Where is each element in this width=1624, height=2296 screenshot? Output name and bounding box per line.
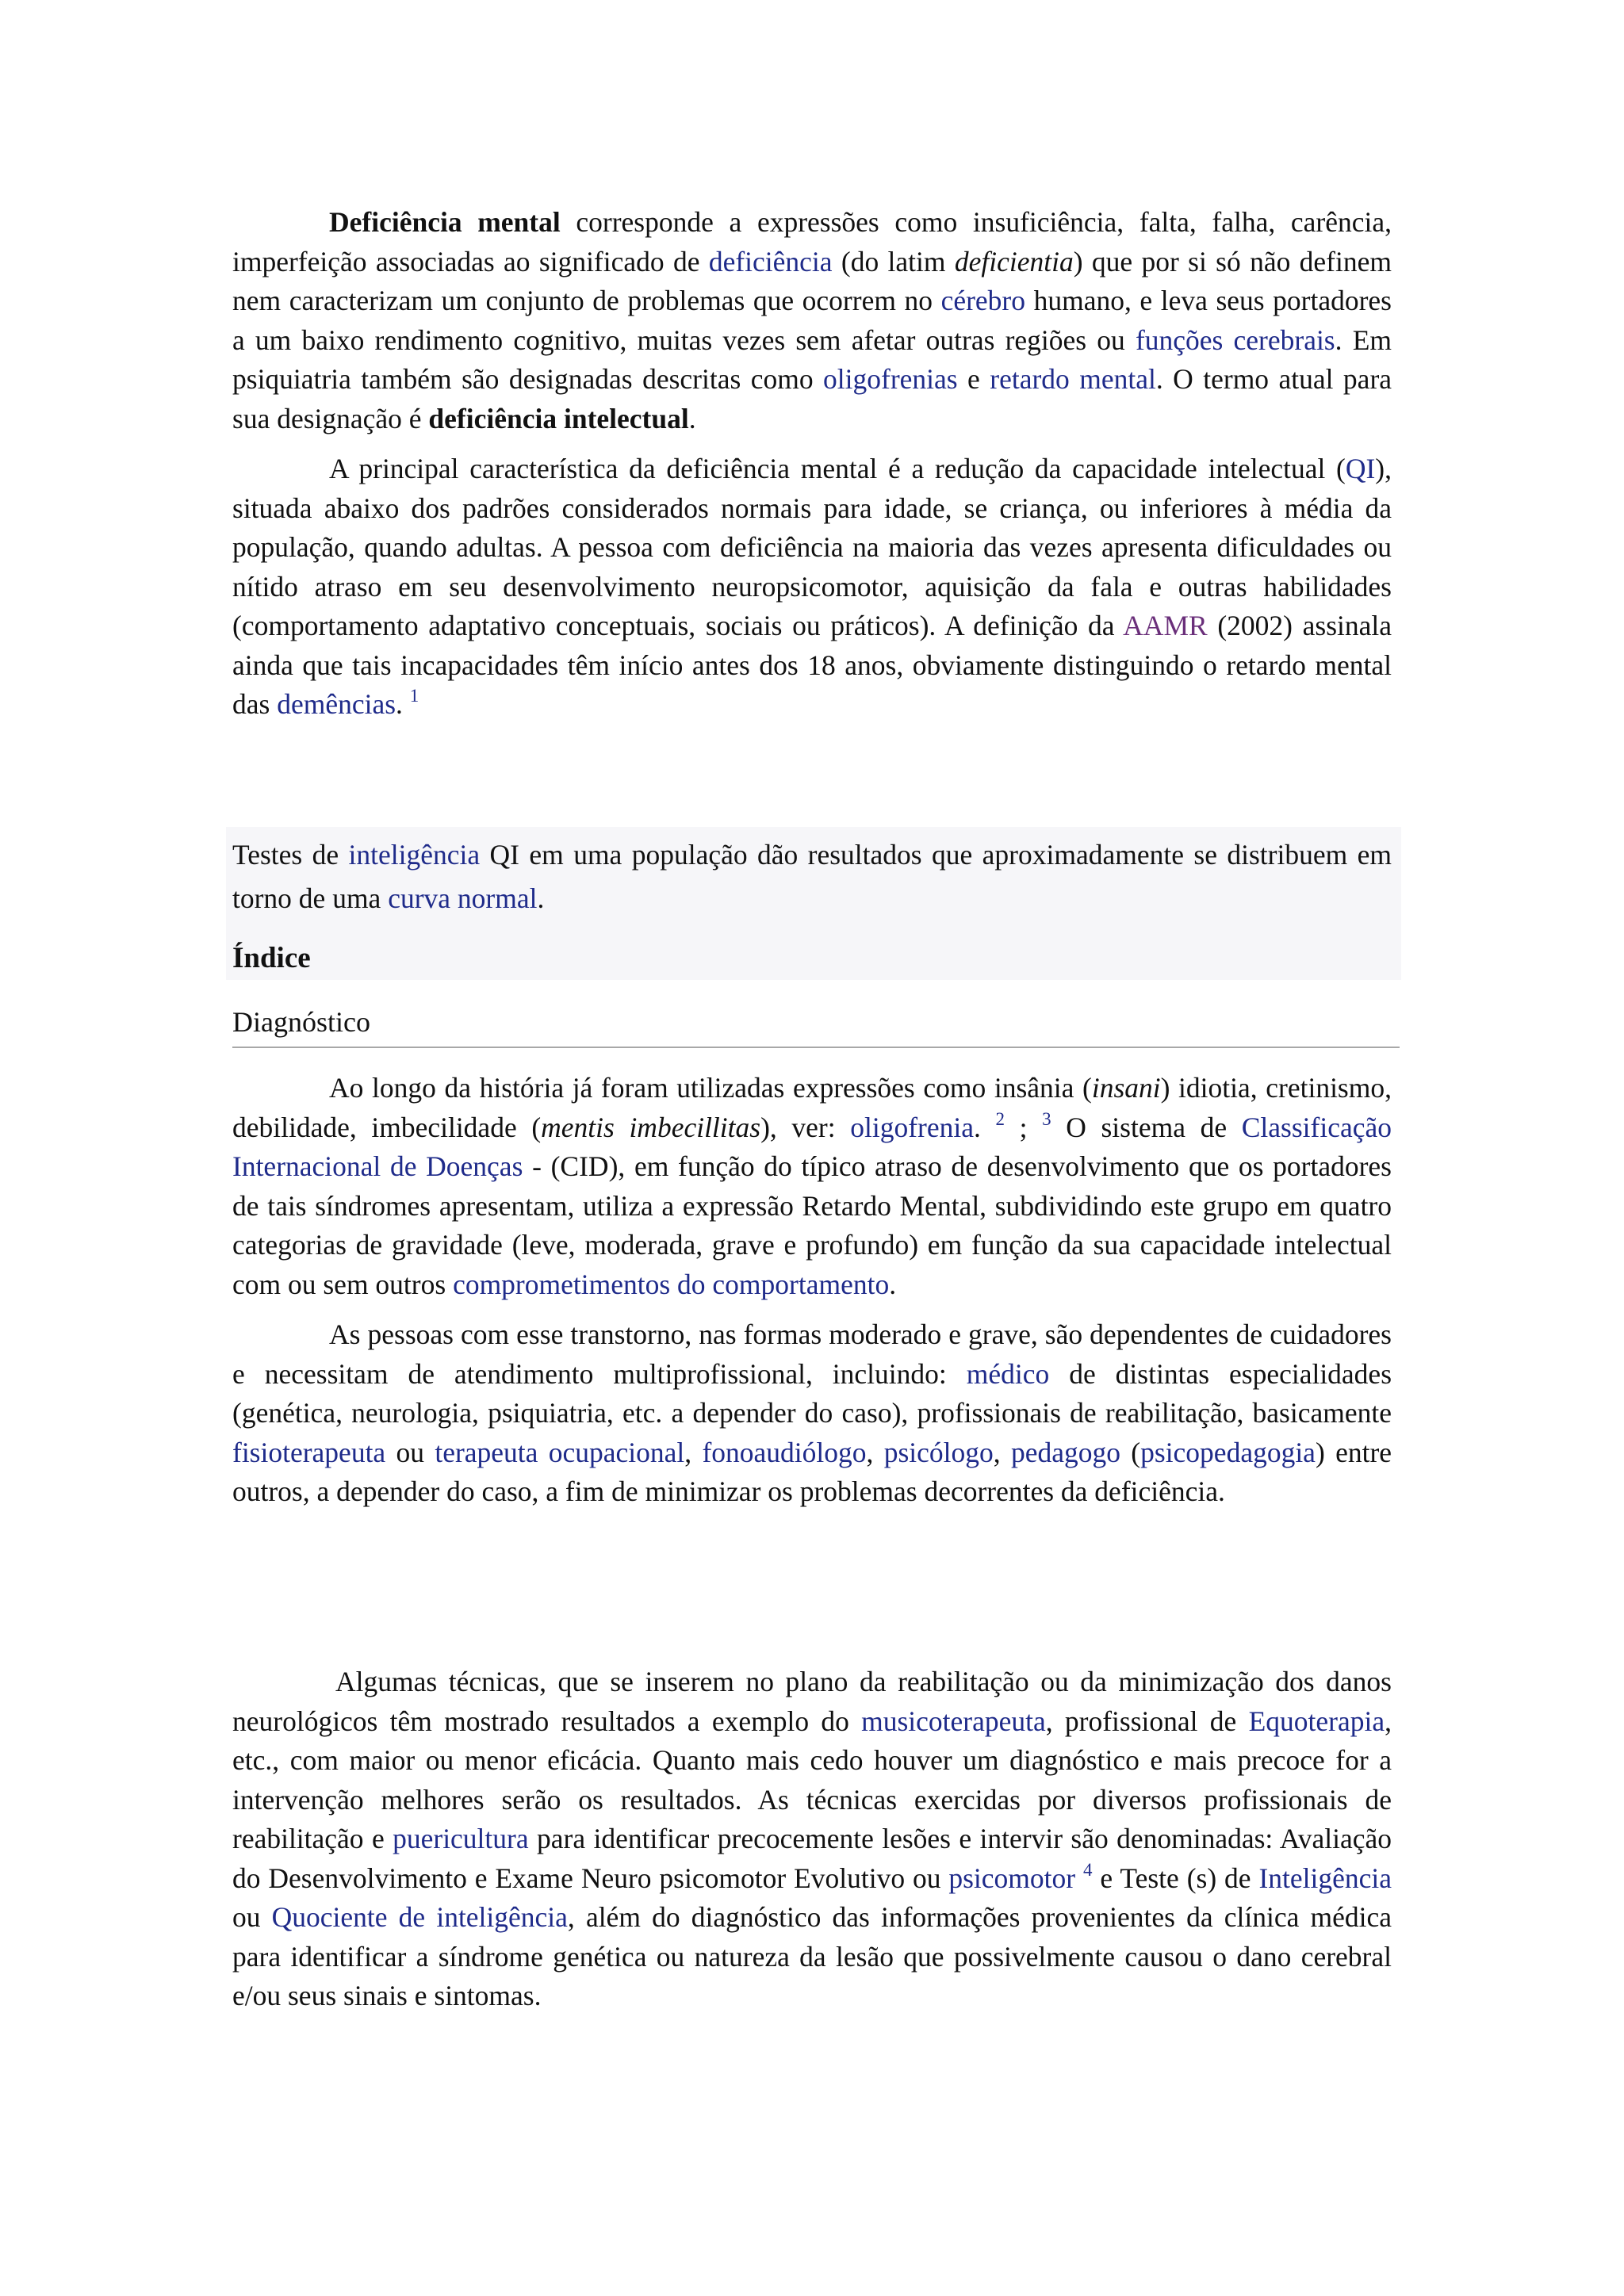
link-psicomotor[interactable]: psicomotor <box>948 1862 1076 1894</box>
footnote-ref-4[interactable]: 4 <box>1083 1859 1093 1880</box>
link-fonoaudiologo[interactable]: fonoaudiólogo <box>702 1436 867 1468</box>
link-musicoterapeuta[interactable]: musicoterapeuta <box>861 1705 1046 1737</box>
toc-title: Índice <box>232 942 311 974</box>
paragraph-techniques: Algumas técnicas, que se inserem no plano da reabilitação ou da minimização dos danos neurológicos têm mostrado resultados a exemplo do musicoterapeuta, profissional de Equoterapia, etc., com maior ou menor eficácia. Quanto mais cedo houver um diagnóstico e mais precoce for a intervenção melhores serão os resultados. As técnicas exercidas por diversos profissionais de reabilitação e puericultura para identificar precocemente lesões e intervir são denominadas: Avaliação do Desenvolvimento e Exame Neuro psicomotor Evolutivo ou psicomotor $^4$ e Teste (s) de Inteligência ou Quociente de inteligência, além do diagnóstico das informações provenientes da clínica médica para identificar a síndrome genética ou natureza da lesão que possivelmente causou o dano cerebral e/ou seus sinais e sintomas. <box>232 1666 1392 2011</box>
link-psicopedagogia[interactable]: psicopedagogia <box>1140 1436 1316 1468</box>
term-deficiencia-intelectual: deficiência intelectual <box>428 402 689 434</box>
paragraph-definition: Deficiência mental corresponde a expressões como insuficiência, falta, falha, carência, imperfeição associadas ao significado de deficiência (do latim deficientia) que por si só não definem nem caracterizam um conjunto de problemas que ocorrem no cérebro humano, e leva seus portadores a um baixo rendimento cognitivo, muitas vezes sem afetar outras regiões ou funções cerebrais. Em psiquiatria também são designadas descritas como oligofrenias e retardo mental. O termo atual para sua designação é deficiência intelectual. <box>232 206 1392 434</box>
link-oligofrenias[interactable]: oligofrenias <box>823 363 958 395</box>
link-cid[interactable]: Classificação Internacional de Doenças <box>232 1111 1392 1182</box>
link-cerebro[interactable]: cérebro <box>940 285 1026 316</box>
term-deficiencia-mental: Deficiência mental <box>329 206 561 238</box>
link-psicologo[interactable]: psicólogo <box>883 1436 994 1468</box>
link-inteligencia-2[interactable]: Inteligência <box>1258 1862 1392 1894</box>
link-deficiencia[interactable]: deficiência <box>708 245 833 277</box>
link-equoterapia[interactable]: Equoterapia <box>1248 1705 1385 1737</box>
link-aamr[interactable]: AAMR <box>1123 610 1208 641</box>
link-demencias[interactable]: demências <box>277 688 396 720</box>
link-retardo-mental[interactable]: retardo mental <box>990 363 1156 395</box>
link-qi[interactable]: QI <box>1345 453 1376 484</box>
link-curva-normal[interactable]: curva normal <box>388 882 538 914</box>
toc-item-diagnostico[interactable]: Diagnóstico <box>232 1002 1400 1048</box>
footnote-ref-2[interactable]: 2 <box>995 1108 1005 1129</box>
paragraph-history: Ao longo da história já foram utilizadas expressões como insânia (insani) idiotia, cretinismo, debilidade, imbecilidade (mentis imbecillitas), ver: oligofrenia. $^2$ ; $^3$ O sistema de Classificação Internacional de Doenças - (CID), em função do típico atraso de desenvolvimento que os portadores de tais síndromes apresentam, utiliza a expressão Retardo Mental, subdividindo este grupo em quatro categorias de gravidade (leve, moderada, grave e profundo) em função da sua capacidade intelectual com ou sem outros comprometimentos do comportamento. <box>232 1072 1392 1300</box>
link-fisioterapeuta[interactable]: fisioterapeuta <box>232 1436 386 1468</box>
link-terapeuta-ocupacional[interactable]: terapeuta ocupacional <box>435 1436 685 1468</box>
footnote-ref-1[interactable]: 1 <box>409 686 419 706</box>
footnote-ref-3[interactable]: 3 <box>1042 1108 1051 1129</box>
paragraph-characteristics: A principal característica da deficiência mental é a redução da capacidade intelectual (QI), situada abaixo dos padrões considerados normais para idade, se criança, ou inferiores à média da população, quando adultas. A pessoa com deficiência na maioria das vezes apresenta dificuldades ou nítido atraso em seu desenvolvimento neuropsicomotor, aquisição da fala e outras habilidades (comportamento adaptativo conceptuais, sociais ou práticos). A definição da AAMR (2002) assinala ainda que tais incapacidades têm início antes dos 18 anos, obviamente distinguindo o retardo mental das demências. $^1$ <box>232 453 1392 720</box>
intro-section <box>232 203 1392 725</box>
link-puericultura[interactable]: puericultura <box>393 1823 529 1854</box>
link-inteligencia[interactable]: inteligência <box>348 839 481 871</box>
link-funcoes-cerebrais[interactable]: funções cerebrais <box>1135 323 1335 356</box>
link-comprometimentos[interactable]: comprometimentos do comportamento <box>453 1268 890 1300</box>
diagnosis-section <box>232 1069 1392 1512</box>
link-oligofrenia[interactable]: oligofrenia <box>850 1111 974 1143</box>
techniques-section <box>232 1663 1392 2016</box>
figure-caption: Testes de inteligência QI em uma população dão resultados que aproximadamente se distribuem em torno de uma curva normal. <box>232 839 1392 914</box>
link-quociente-inteligencia[interactable]: Quociente de inteligência <box>271 1901 568 1933</box>
paragraph-care: As pessoas com esse transtorno, nas formas moderado e grave, são dependentes de cuidadores e necessitam de atendimento multiprofissional, incluindo: médico de distintas especialidades (genética, neurologia, psiquiatria, etc. a depender do caso), profissionais de reabilitação, basicamente fisioterapeuta ou terapeuta ocupacional, fonoaudiólogo, psicólogo, pedagogo (psicopedagogia) entre outros, a depender do caso, a fim de minimizar os problemas decorrentes da deficiência. <box>232 1318 1392 1507</box>
link-medico[interactable]: médico <box>966 1357 1050 1390</box>
link-pedagogo[interactable]: pedagogo <box>1010 1436 1120 1468</box>
